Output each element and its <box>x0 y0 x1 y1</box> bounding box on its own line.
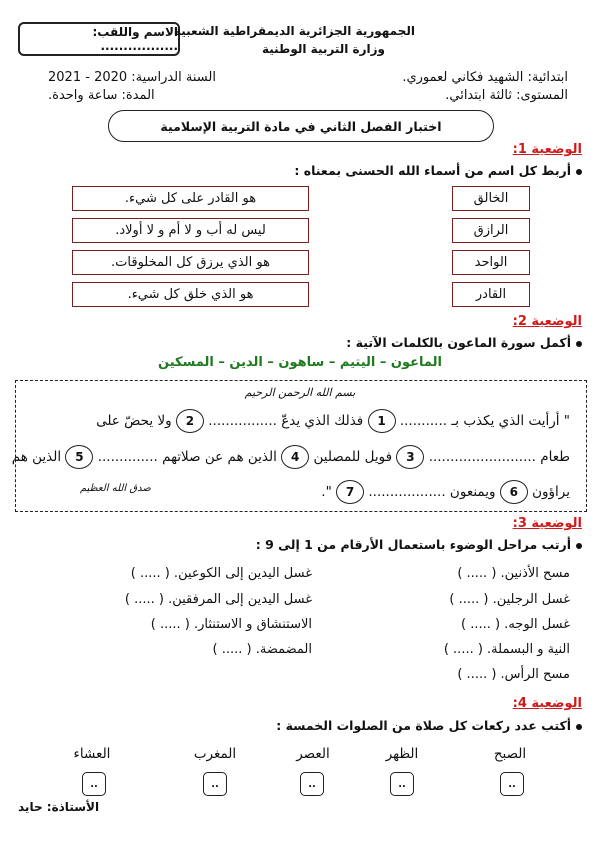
name-box-4[interactable]: القادر <box>452 282 530 307</box>
meaning-box-3[interactable]: هو الذي يرزق كل المخلوقات. <box>72 250 309 275</box>
surah-text: ويمنعون .................. <box>368 484 496 500</box>
teacher-name: الأستاذة: حايد <box>18 800 100 814</box>
surah-text: ". <box>321 484 332 500</box>
bullet-icon <box>576 169 582 175</box>
school-line: ابتدائية: الشهيد فكاني لعموري. <box>402 70 568 85</box>
exam-title: اختبار الفصل الثاني في مادة التربية الإسلامية <box>108 110 494 142</box>
meaning-box-1[interactable]: هو القادر على كل شيء. <box>72 186 309 211</box>
prayer-asr: العصر <box>296 746 330 762</box>
surah-text: " أرأيت الذي يكذب بـ ........... <box>399 413 570 429</box>
name-box-3[interactable]: الواحد <box>452 250 530 275</box>
verse-number-2: 2 <box>176 409 204 433</box>
rakat-box-isha[interactable]: .. <box>82 772 106 796</box>
bullet-icon <box>576 543 582 549</box>
situation-1-question: أربط كل اسم من أسماء الله الحسنى بمعناه : <box>294 163 582 178</box>
ministry-line: وزارة التربية الوطنية <box>261 42 385 56</box>
step-right-3[interactable]: غسل الوجه. ( ..... ) <box>460 617 570 632</box>
duration-line: المدة: ساعة واحدة. <box>48 88 155 103</box>
situation-4-question: أكتب عدد ركعات كل صلاة من الصلوات الخمسة : <box>276 718 582 733</box>
name-box-2[interactable]: الرازق <box>452 218 530 243</box>
basmala-heading: بسم الله الرحمن الرحيم <box>244 386 356 399</box>
meaning-box-4[interactable]: هو الذي خلق كل شيء. <box>72 282 309 307</box>
republic-line: الجمهورية الجزائرية الديمقراطية الشعبية <box>173 24 415 38</box>
verse-number-5: 5 <box>65 445 93 469</box>
closing-phrase: صدق الله العظيم <box>80 483 151 494</box>
verse-number-6: 6 <box>500 480 528 504</box>
situation-3-label: الوضعية 3: <box>512 516 582 531</box>
surah-text: الذين هم عن صلاتهم .............. <box>97 449 277 465</box>
prayer-isha: العشاء <box>73 746 111 762</box>
surah-text: فذلك الذي يدعّ ................ <box>208 413 364 429</box>
name-box-1[interactable]: الخالق <box>452 186 530 211</box>
step-left-3[interactable]: الاستنشاق و الاستنثار. ( ..... ) <box>150 617 312 632</box>
school-year: السنة الدراسية: 2020 - 2021 <box>48 70 216 85</box>
name-box[interactable]: الاسم واللقب: ................. <box>18 22 180 56</box>
rakat-box-asr[interactable]: .. <box>300 772 324 796</box>
step-left-4[interactable]: المضمضة. ( ..... ) <box>212 642 312 657</box>
step-left-1[interactable]: غسل اليدين إلى الكوعين. ( ..... ) <box>130 566 312 581</box>
level-line: المستوى: ثالثة ابتدائي. <box>445 88 568 103</box>
rakat-box-maghrib[interactable]: .. <box>203 772 227 796</box>
prayer-dhuhr: الظهر <box>385 746 419 762</box>
word-bank: الماعون – اليتيم – ساهون – الدين – المسكين <box>158 355 442 370</box>
situation-2-question: أكمل سورة الماعون بالكلمات الآتية : <box>346 335 582 350</box>
situation-4-label: الوضعية 4: <box>512 696 582 711</box>
step-right-4[interactable]: النية و البسملة. ( ..... ) <box>443 642 570 657</box>
surah-text: الذين هم <box>11 449 62 465</box>
step-right-1[interactable]: مسح الأذنين. ( ..... ) <box>457 566 570 581</box>
surah-text: طعام ......................... <box>428 449 570 465</box>
prayer-maghrib: المغرب <box>193 746 237 762</box>
surah-line-1 <box>96 409 570 433</box>
step-left-2[interactable]: غسل اليدين إلى المرفقين. ( ..... ) <box>124 592 312 607</box>
rakat-box-dhuhr[interactable]: .. <box>390 772 414 796</box>
surah-text: يراؤون <box>532 484 570 500</box>
bullet-icon <box>576 724 582 730</box>
verse-number-7: 7 <box>336 480 364 504</box>
verse-number-1: 1 <box>368 409 396 433</box>
rakat-box-fajr[interactable]: .. <box>500 772 524 796</box>
surah-text: ولا يحضّ على <box>96 413 172 429</box>
situation-2-label: الوضعية 2: <box>512 314 582 329</box>
step-right-5[interactable]: مسح الرأس. ( ..... ) <box>457 667 570 682</box>
situation-3-question: أرتب مراحل الوضوء باستعمال الأرقام من 1 إلى 9 : <box>256 537 582 552</box>
surah-line-2 <box>12 445 570 469</box>
surah-text: فويل للمصلين <box>313 449 393 465</box>
surah-line-3 <box>321 480 570 504</box>
verse-number-3: 3 <box>396 445 424 469</box>
meaning-box-2[interactable]: ليس له أب و لا أم و لا أولاد. <box>72 218 309 243</box>
bullet-icon <box>576 341 582 347</box>
verse-number-4: 4 <box>281 445 309 469</box>
situation-1-label: الوضعية 1: <box>512 142 582 157</box>
step-right-2[interactable]: غسل الرجلين. ( ..... ) <box>449 592 570 607</box>
prayer-fajr: الصبح <box>493 746 527 762</box>
